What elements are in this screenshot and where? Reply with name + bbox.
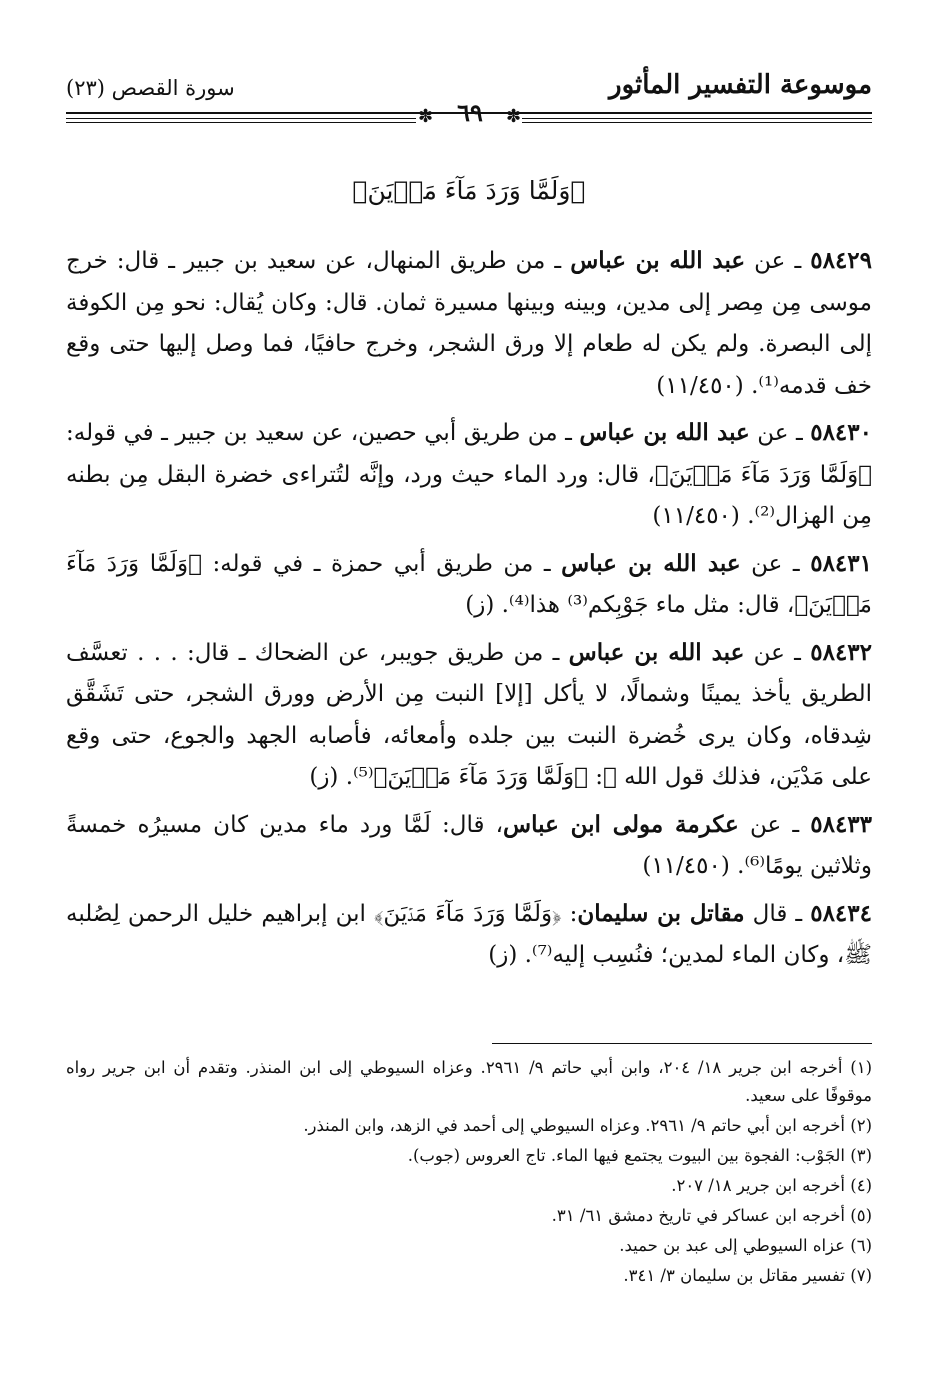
- footnote: (٤) أخرجه ابن جرير ١٨/ ٢٠٧.: [671, 1176, 872, 1195]
- entry-text: : ﴿وَلَمَّا وَرَدَ مَآءَ مَدۡيَنَ﴾ ابن إبراهيم خليل الرحمن لِصُلبه ﷺ، وكان الماء لمدين؛ فنُسِب إليه⁽⁷⁾. (ز): [66, 900, 872, 968]
- entry-text: ، قال: لَمَّا ورد ماء مدين كان مسيرُه خمسةً وثلاثين يومًا⁽⁶⁾. (١١/٤٥٠): [66, 811, 872, 879]
- narrator-name: عكرمة مولى ابن عباس: [503, 810, 739, 838]
- footnotes: [66, 1054, 872, 1292]
- footnote-rule: [492, 1043, 872, 1044]
- page-number: ٦٩: [457, 98, 483, 127]
- narrator-name: مقاتل بن سليمان: [577, 899, 745, 927]
- entry-text: ـ من طريق المنهال، عن سعيد بن جبير ـ قال: خرج موسى مِن مِصر إلى مدين، وبينه وبينها مسيرة ثمان. قال: وكان يُقال: نحو مِن الكوفة إلى البصرة. ولم يكن له طعام إلا ورق الشجر، وخرج حافيًا، فما وصل إليها حتى وقع خف قدمه⁽¹⁾. (١١/٤٥٠): [66, 248, 872, 399]
- entry: [66, 893, 872, 977]
- footnote: (٥) أخرجه ابن عساكر في تاريخ دمشق ٦١/ ٣١.: [551, 1206, 872, 1225]
- entry-text: ـ من طريق أبي حصين، عن سعيد بن جبير ـ في قوله: ﴿وَلَمَّا وَرَدَ مَآءَ مَدۡيَنَ﴾، قال: ورد الماء حيث ورد، وإنَّه لتُتراءى خضرة البقل مِن بطنه مِن الهزال⁽²⁾. (١١/٤٥٠): [66, 420, 872, 529]
- entry-text: ـ من طريق أبي حمزة ـ في قوله: ﴿وَلَمَّا وَرَدَ مَآءَ مَدۡيَنَ﴾، قال: مثل ماء جَوْبِكم⁽³⁾ هذا⁽⁴⁾. (ز): [66, 550, 872, 618]
- footnote: (٣) الجَوْب: الفجوة بين البيوت يجتمع فيها الماء. تاج العروس (جوب).: [407, 1146, 872, 1165]
- entry-prefix: ـ قال: [744, 900, 811, 927]
- header-rule-left: [66, 118, 416, 123]
- entry-number: ٥٨٤٣٢: [810, 638, 873, 666]
- entry: [66, 412, 872, 538]
- entry-number: ٥٨٤٣٣: [810, 810, 873, 838]
- footnote: (٢) أخرجه ابن أبي حاتم ٩/ ٢٩٦١. وعزاه السيوطي إلى أحمد في الزهد، وابن المنذر.: [303, 1116, 872, 1135]
- narrator-name: عبد الله بن عباس: [570, 247, 746, 274]
- entry: [66, 804, 872, 888]
- entry-prefix: ـ عن: [749, 420, 811, 446]
- entry-number: ٥٨٤٣٤: [810, 899, 872, 927]
- narrator-name: عبد الله بن عباس: [579, 419, 750, 446]
- entry-number: ٥٨٤٢٩: [810, 247, 873, 274]
- entry: [66, 543, 872, 627]
- entry-prefix: ـ عن: [740, 550, 811, 577]
- entry: [66, 240, 872, 407]
- footnote: (١) أخرجه ابن جرير ١٨/ ٢٠٤، وابن أبي حاتم ٩/ ٢٩٦١. وعزاه السيوطي إلى ابن المنذر. وتقدم أن ابن جرير رواه موقوفًا على سعيد.: [66, 1058, 872, 1105]
- footnote: (٦) عزاه السيوطي إلى عبد بن حميد.: [619, 1236, 872, 1255]
- entry-text: ـ من طريق جويبر، عن الضحاك ـ قال: . . . تعسَّف الطريق يأخذ يمينًا وشمالًا، لا يأكل [إلا] النبت مِن الأرض وورق الشجر، حتى تَشَقَّق شِدقاه، وكان يرى خُضرة النبت بين جلده وأمعائه، فأصابه الجهد والجوع، حتى وقع على مَدْيَن، فذلك قول الله ﷻ: ﴿وَلَمَّا وَرَدَ مَآءَ مَدۡيَنَ﴾⁽⁵⁾. (ز): [66, 639, 872, 790]
- entry-prefix: ـ عن: [745, 248, 811, 274]
- narrator-name: عبد الله بن عباس: [561, 549, 741, 577]
- entries-body: [66, 240, 872, 982]
- entry-prefix: ـ عن: [744, 639, 811, 666]
- entry-number: ٥٨٤٣٠: [810, 419, 872, 446]
- book-title: موسوعة التفسير المأثور: [609, 70, 872, 100]
- entry: [66, 632, 872, 799]
- ornament-icon: ✽: [418, 106, 434, 127]
- entry-prefix: ـ عن: [738, 811, 811, 838]
- verse-heading: ﴿وَلَمَّا وَرَدَ مَآءَ مَدۡيَنَ﴾: [352, 176, 586, 205]
- narrator-name: عبد الله بن عباس: [568, 638, 745, 666]
- footnote: (٧) تفسير مقاتل بن سليمان ٣/ ٣٤١.: [623, 1266, 872, 1285]
- ornament-icon: ✽: [506, 106, 522, 127]
- surah-label: سورة القصص (٢٣): [66, 76, 235, 100]
- header-rule-right: [522, 118, 872, 123]
- entry-number: ٥٨٤٣١: [810, 549, 872, 577]
